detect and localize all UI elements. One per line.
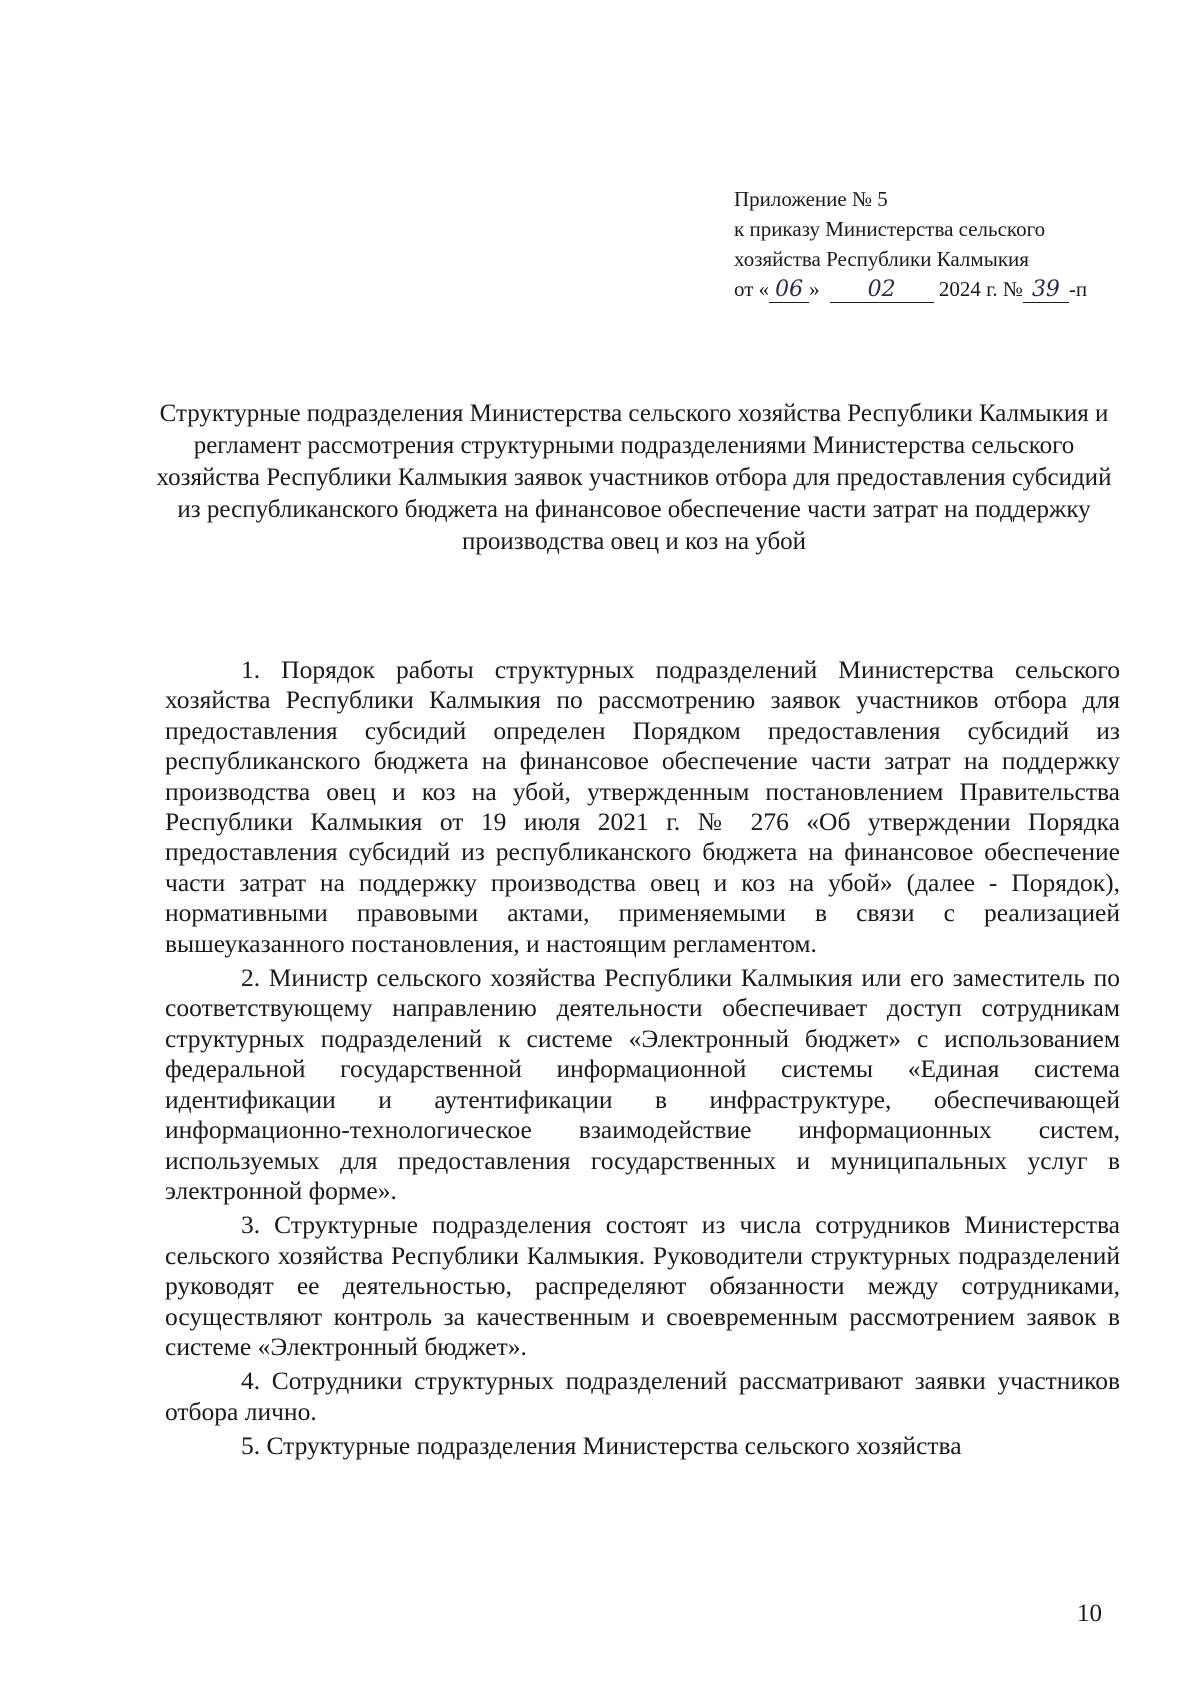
document-body — [165, 655, 1120, 1466]
appendix-header — [734, 184, 1154, 304]
date-day-close: » — [809, 277, 820, 301]
paragraph-4: 4. Сотрудники структурных подразделений рассматривают заявки участников отбора лично. — [165, 1366, 1120, 1426]
paragraph-1: 1. Порядок работы структурных подразделений Министерства сельского хозяйства Республики Калмыкия по рассмотрению заявок участников отбора для предоставления субсидий определен Порядком предоставления субсидий из республиканского бюджета на финансовое обеспечение части затрат на поддержку производства овец и коз на убой, утвержденным постановлением Правительства Республики Калмыкия от 19 июля 2021 г. № 276 «Об утверждении Порядка предоставления субсидий из республиканского бюджета на финансовое обеспечение части затрат на поддержку производства овец и коз на убой» (далее - Порядок), нормативными правовыми актами, применяемыми в связи с реализацией вышеуказанного постановления, и настоящим регламентом. — [165, 655, 1120, 958]
handwritten-day: 06 — [769, 278, 809, 303]
appendix-title: Приложение № 5 — [734, 187, 888, 211]
appendix-date-line — [734, 274, 1154, 304]
page-number: 10 — [1077, 1600, 1102, 1627]
paragraph-3: 3. Структурные подразделения состоят из числа сотрудников Министерства сельского хозяйства Республики Калмыкия. Руководители структурных подразделений руководят ее деятельностью, распределяют обязанности между сотрудниками, осуществляют контроль за качественным и своевременным рассмотрением заявок в системе «Электронный бюджет». — [165, 1210, 1120, 1361]
handwritten-month: 02 — [830, 278, 934, 303]
handwritten-order-number: 39 — [1023, 278, 1069, 303]
paragraph-5: 5. Структурные подразделения Министерства сельского хозяйства — [241, 1431, 962, 1461]
order-suffix: -п — [1068, 277, 1088, 301]
paragraph-2: 2. Министр сельского хозяйства Республики Калмыкия или его заместитель по соответствующему направлению деятельности обеспечивает доступ сотрудникам структурных подразделений к системе «Электронный бюджет» с использованием федеральной государственной информационной системы «Единая система идентификации и аутентификации в инфраструктуре, обеспечивающей информационно-технологическое взаимодействие информационных систем, используемых для предоставления государственных и муниципальных услуг в электронной форме». — [165, 963, 1120, 1205]
appendix-order-ref: к приказу Министерства сельского — [734, 217, 1046, 241]
appendix-ministry: хозяйства Республики Калмыкия — [734, 247, 1029, 271]
date-year: 2024 г. № — [938, 277, 1023, 301]
document-title: Структурные подразделения Министерства сельского хозяйства Республики Калмыкия и регламент рассмотрения структурными подразделениями Министерства сельского хозяйства Республики Калмыкия заявок участников отбора для предоставления субсидий из республиканского бюджета на финансовое обеспечение части затрат на поддержку производства овец и коз на убой — [156, 400, 1112, 555]
date-prefix: от « — [734, 277, 770, 301]
